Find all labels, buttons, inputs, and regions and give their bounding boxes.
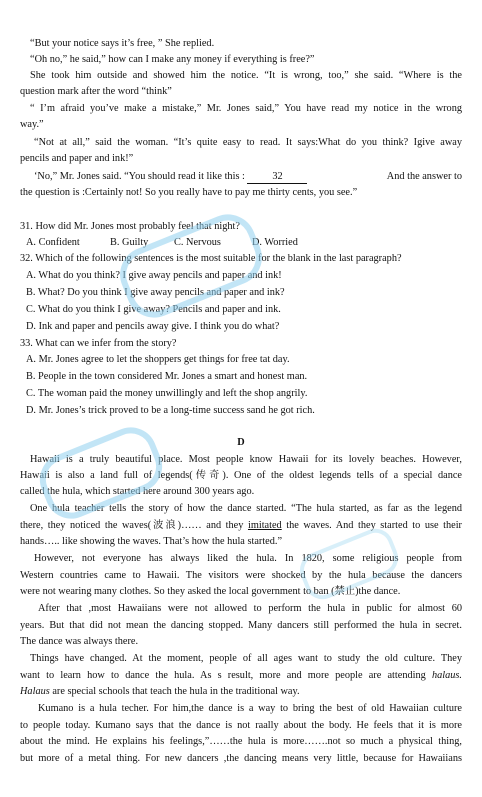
option-b: B. What? Do you think I give away pencils and paper and ink?	[26, 287, 285, 298]
text-line	[34, 169, 462, 185]
option-b: B. People in the town considered Mr. Jones a smart and honest man.	[26, 371, 308, 382]
text-line	[20, 668, 462, 684]
text-line	[20, 684, 462, 700]
text-segment: want to learn how to dance the hula. As s result, more and more people are attending	[20, 670, 432, 681]
text-line: years. But that did not mean the dancing stopped. Many dancers still performed the hula in secret.	[20, 620, 462, 631]
text-segment: there, they noticed the waves(波浪)…… and they	[20, 520, 248, 531]
text-line: However, not everyone has always liked the hula. In 1820, some religious people from	[34, 553, 462, 564]
option-a: A. What do you think? I give away pencils and paper and ink!	[26, 270, 282, 281]
text-line: Hawaii is also a land full of legends(传奇). One of the oldest legends tells of a special dance	[20, 470, 462, 481]
text-segment: And the answer to	[386, 171, 462, 182]
text-line: The dance was always there.	[20, 636, 139, 647]
text-segment: ‘No,” Mr. Jones said. “You should read it like this :	[34, 171, 245, 182]
question-31-options	[26, 235, 468, 251]
italic-word: Halaus	[20, 686, 50, 697]
text-line: called the hula, which started here around 300 years ago.	[20, 486, 255, 497]
option-a: A. Mr. Jones agree to let the shoppers get things for free tat day.	[26, 354, 290, 365]
text-line: to people today. Kumano says that the dance is not raally about the body. He feels that it is more	[20, 720, 462, 731]
text-line: but more of a metal thing. For new dancers ,the dancing means very little, because for Hawaiians	[20, 753, 462, 764]
text-line: hands….. like showing the waves. That’s how the hula started.”	[20, 536, 283, 547]
text-line: were not wearing many clothes. So they asked the local government to ban (禁止)the dance.	[20, 586, 401, 597]
text-line: about the mind. He explains his feelings,”……the hula is more…….not so much a physical thing,	[20, 736, 462, 747]
text-line: the question is :Certainly not! So you really have to pay me thirty cents, you see.”	[20, 187, 358, 198]
option-d: D. Worried	[252, 237, 298, 248]
option-b: B. Guilty	[110, 237, 149, 248]
text-line: Things have changed. At the moment, people of all ages want to study the old culture. They	[30, 653, 462, 664]
text-line: Hawaii is a truly beautiful place. Most people know Hawaii for its lovely beaches. However,	[30, 454, 462, 465]
option-c: C. What do you think I give away? Pencils and paper and ink.	[26, 304, 281, 315]
option-d: D. Ink and paper and pencils away give. I think you do what?	[26, 321, 280, 332]
text-line	[20, 518, 462, 534]
text-line: One hula teacher tells the story of how the dance started. “The hula started, as far as the legend	[30, 503, 462, 514]
answer-blank: 32	[247, 171, 307, 184]
text-line: “Not at all,” said the woman. “It’s quite easy to read. It says:What do you think? Igive away	[34, 137, 462, 148]
text-line: Western countries came to Hawaii. The visitors were shocked by the hula because the dancers	[20, 570, 462, 581]
question-32: 32. Which of the following sentences is the most suitable for the blank in the last paragraph?	[20, 253, 402, 264]
text-line: She took him outside and showed him the notice. “It is wrong, too,” she said. “Where is the	[30, 70, 462, 81]
text-line: “ I’m afraid you’ve make a mistake,” Mr. Jones said,” You have read my notice in the wrong	[30, 103, 462, 114]
text-line: way.”	[20, 119, 44, 130]
option-d: D. Mr. Jones’s trick proved to be a long-time success sand he got rich.	[26, 405, 315, 416]
option-c: C. Nervous	[174, 237, 221, 248]
text-segment: are special schools that teach the hula in the traditional way.	[49, 686, 300, 697]
underlined-word: imitated	[247, 520, 282, 531]
option-a: A. Confident	[26, 237, 80, 248]
text-segment: the waves. And they started to use their	[281, 520, 462, 531]
text-line: “But your notice says it’s free, ” She replied.	[30, 38, 215, 49]
option-c: C. The woman paid the money unwillingly and left the shop angrily.	[26, 388, 308, 399]
text-line: Kumano is a hula techer. For him,the dance is a way to bring the best of old Hawaiian culture	[38, 703, 462, 714]
text-line: “Oh no,” he said,” how can I make any money if everything is free?”	[30, 54, 315, 65]
text-line: After that ,most Hawaiians were not allowed to perform the hula in public for almost 60	[38, 603, 462, 614]
question-31: 31. How did Mr. Jones most probably feel that night?	[20, 221, 240, 232]
italic-word: halaus.	[431, 670, 462, 681]
question-33: 33. What can we infer from the story?	[20, 338, 177, 349]
text-line: question mark after the word “think”	[20, 86, 172, 97]
section-heading: D	[237, 437, 245, 448]
text-line: pencils and paper and ink!”	[20, 153, 134, 164]
